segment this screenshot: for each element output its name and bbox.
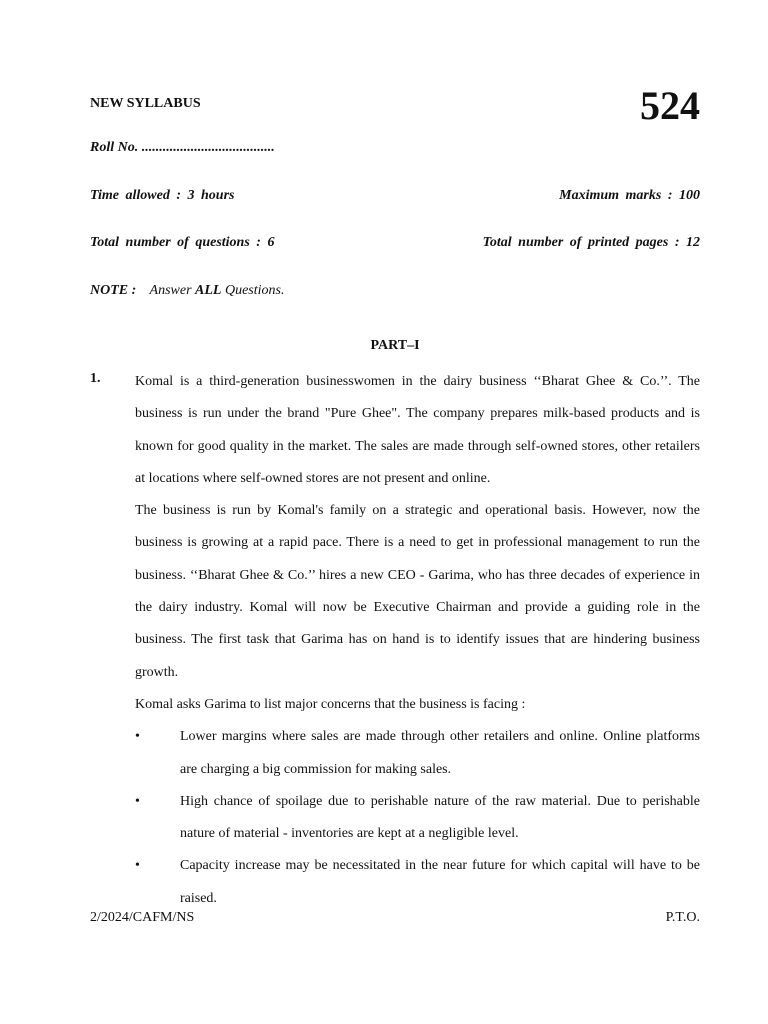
total-printed-pages: Total number of printed pages : 12	[482, 235, 700, 250]
total-questions: Total number of questions : 6	[90, 235, 275, 250]
list-item-text: Lower margins where sales are made through other retailers and online. Online platforms are charging a big commission for making sales.	[180, 729, 700, 777]
bullet-icon: •	[135, 793, 140, 809]
note-instruction	[90, 283, 284, 299]
question-paragraph: Komal is a third-generation businesswomen in the dairy business ‘‘Bharat Ghee & Co.’’. The business is run under the brand "Pure Ghee". The company prepares milk-based products and is known for good quality in the market. The sales are made through self-owned stores, other retailers at locations where self-owned stores are not present and online.	[135, 374, 700, 486]
footer-paper-code: 2/2024/CAFM/NS	[90, 910, 195, 925]
time-allowed: Time allowed : 3 hours	[90, 188, 235, 203]
list-item	[135, 721, 700, 786]
roll-number-field: Roll No. ......................................	[90, 140, 275, 155]
paper-code: 524	[640, 83, 700, 128]
note-label: NOTE :	[90, 283, 137, 298]
footer-pto: P.T.O.	[665, 910, 700, 925]
note-text-pre: Answer	[149, 283, 192, 298]
maximum-marks: Maximum marks : 100	[559, 188, 700, 203]
question-number: 1.	[90, 371, 101, 386]
bullet-icon: •	[135, 858, 140, 874]
question-paragraph: The business is run by Komal's family on a strategic and operational basis. However, now the business is growing at a rapid pace. There is a need to get in professional management to run the business. ‘‘Bharat Ghee & Co.’’ hires a new CEO - Garima, who has three decades of experience in the dairy industry. Komal will now be Executive Chairman and provide a guiding role in the business. The first task that Garima has on hand is to identify issues that are hindering business growth.	[135, 503, 700, 680]
concerns-list	[135, 721, 700, 915]
list-item-text: Capacity increase may be necessitated in the near future for which capital will have to be raised.	[180, 858, 700, 906]
list-item	[135, 850, 700, 915]
list-item	[135, 786, 700, 851]
note-text-post: Questions.	[224, 283, 285, 298]
list-item-text: High chance of spoilage due to perishable nature of the raw material. Due to perishable nature of material - inventories are kept at a negligible level.	[180, 793, 700, 842]
question-paragraph: Komal asks Garima to list major concerns that the business is facing :	[135, 696, 526, 712]
syllabus-label: NEW SYLLABUS	[90, 96, 201, 111]
bullet-icon: •	[135, 729, 140, 745]
part-title: PART–I	[370, 338, 420, 353]
note-text-emphasis: ALL	[195, 283, 222, 298]
question-body	[135, 366, 700, 915]
